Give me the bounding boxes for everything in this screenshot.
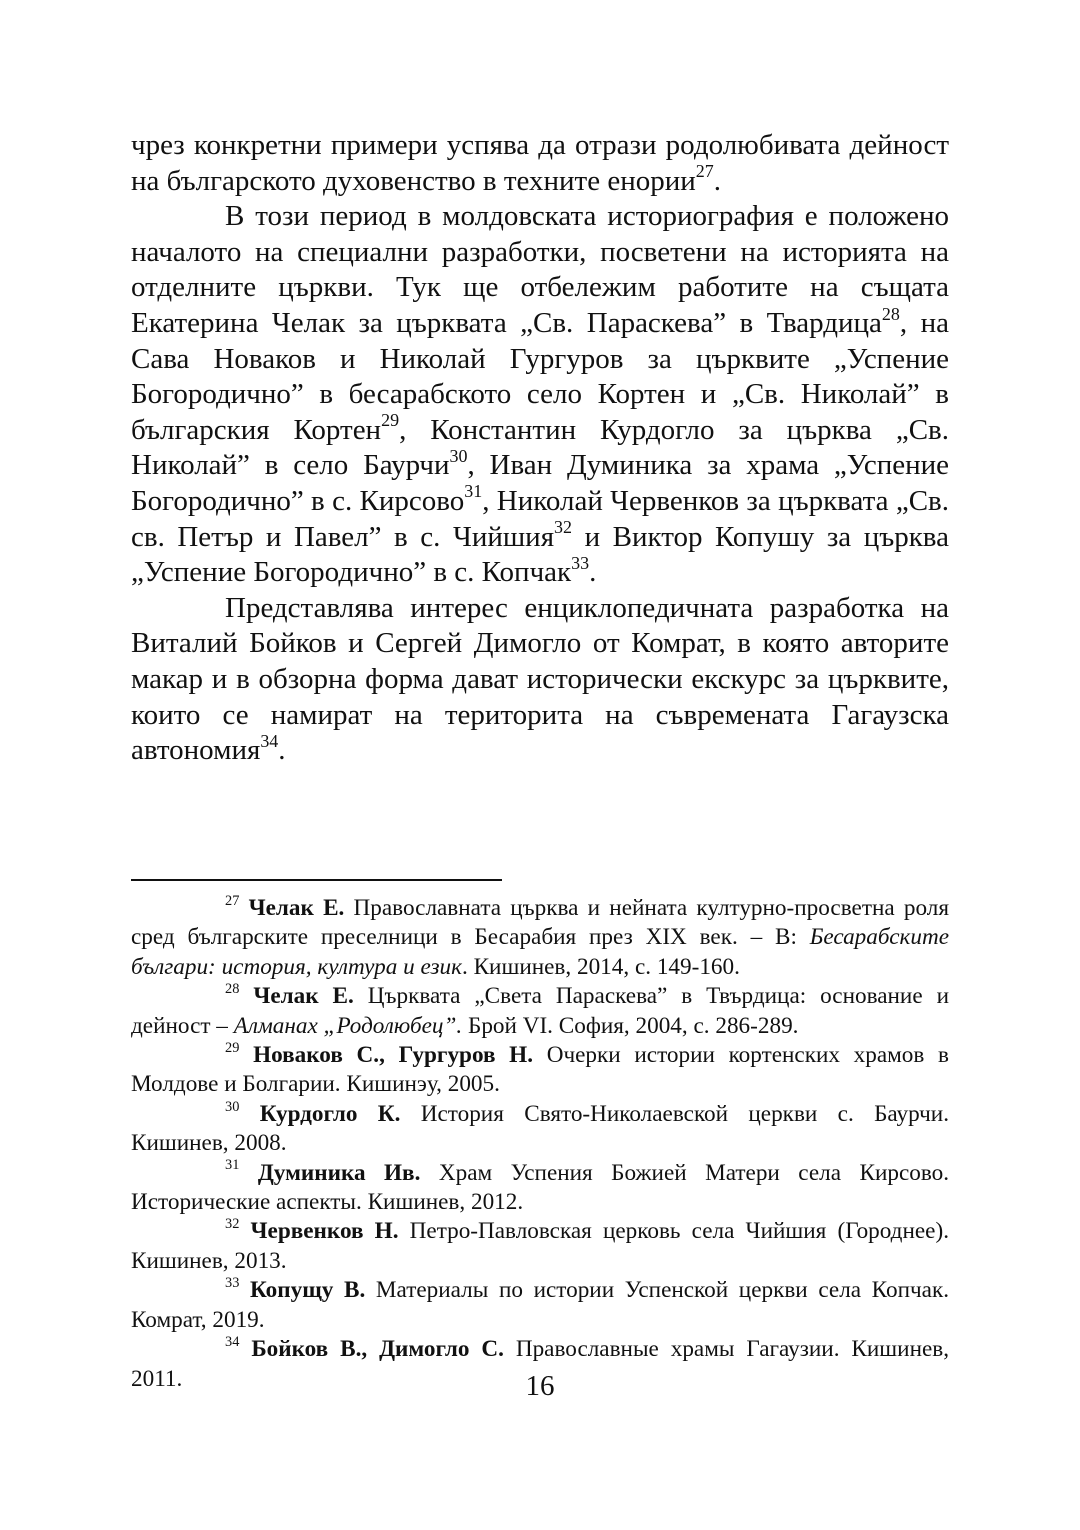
footnote-ref-32[interactable]: 32: [554, 517, 573, 538]
footnote-34: $^{34}$ Бойков В., Димогло С. Православные храмы Гагаузии. Кишинев, 2011.: [131, 1333, 950, 1392]
footnotes: [131, 894, 949, 1394]
paragraph-1: чрез конкретни примери успява да отрази родолюбивата дейност на българското духовенство в техните енории$^{27}$.: [131, 129, 949, 197]
paragraph-3-text: Представлява интерес енциклопедичната разработка на Виталий Бойков и Сергей Димогло от Комрат, в която авторите макар и в обзорна форма дават исторически екскурс за църквите, които се намират на територита на съвремената Гагаузска автономия: [131, 591, 949, 767]
footnote-27: $^{27}$ Челак Е. Православната църква и нейната културно-просветна роля сред българските преселници в Бесарабия през XIX век. – В: Бесарабските българи: история, култура и език. Кишинев, 2014, с. 149-160.: [131, 892, 949, 980]
footnote-ref-31[interactable]: 31: [464, 481, 483, 502]
page-number: 16: [525, 1370, 555, 1402]
footnote-33: $^{33}$ Копущу В. Материалы по истории Успенской церкви села Копчак. Комрат, 2019.: [131, 1275, 950, 1333]
paragraph-1-text: чрез конкретни примери успява да отрази родолюбивата дейност на българското духовенство в техните енории: [131, 129, 949, 197]
footnote-29: $^{29}$ Новаков С., Гургуров Н. Очерки истории кортенских храмов в Молдове и Болгарии. Кишинэу, 2005.: [131, 1039, 949, 1098]
footnote-ref-28[interactable]: 28: [881, 303, 900, 324]
main-text: [131, 128, 949, 769]
footnote-30: $^{30}$ Курдогло К. История Свято-Николаевской церкви с. Баурчи. Кишинев, 2008.: [131, 1098, 950, 1157]
footnote-31: $^{31}$ Думиника Ив. Храм Успения Божией Матери села Кирсово. Исторические аспекты. Кишинев, 2012.: [131, 1157, 950, 1216]
footnote-ref-27[interactable]: 27: [695, 161, 714, 182]
footnote-32: $^{32}$ Червенков Н. Петро-Павловская церковь села Чийшия (Городнее). Кишинев, 2013.: [131, 1216, 949, 1274]
footnote-separator: [131, 879, 502, 881]
footnote-ref-29[interactable]: 29: [381, 410, 400, 431]
footnote-ref-33[interactable]: 33: [571, 552, 590, 573]
footnote-ref-30[interactable]: 30: [449, 445, 468, 466]
footnote-28: $^{28}$ Челак Е. Църквата „Света Параскева” в Твърдица: основание и дейност – Алманах „Родолюбец”. Брой VI. София, 2004, с. 286-289.: [131, 981, 949, 1039]
footnote-ref-34[interactable]: 34: [260, 730, 279, 751]
paragraph-3: Представлява интерес енциклопедичната разработка на Виталий Бойков и Сергей Димогло от Комрат, в която авторите макар и в обзорна форма дават исторически екскурс за църквите, които се намират на територита на съвремената Гагаузска автономия$^{34}$.: [131, 591, 949, 767]
paragraph-2: В този период в молдовската историография е положено началото на специални разработки, посветени на историята на отделните църкви. Тук ще отбележим работите на същата Екатерина Челак за църквата „Св. Параскева” в Твардица$^{28}$, на Сава Новаков и Николай Гургуров за църквите „Успение Богородично” в бесарабското село Кортен и „Св. Николай” в българския Кортен$^{29}$, Константин Курдогло за църква „Св. Николай” в село Баурчи$^{30}$, Иван Думиника за храма „Успение Богородично” в с. Кирсово$^{31}$, Николай Червенков за църквата „Св. св. Петър и Павел” в с. Чийшия$^{32}$ и Виктор Копушу за църква „Успение Богородично” в с. Копчак$^{33}$.: [131, 200, 950, 589]
